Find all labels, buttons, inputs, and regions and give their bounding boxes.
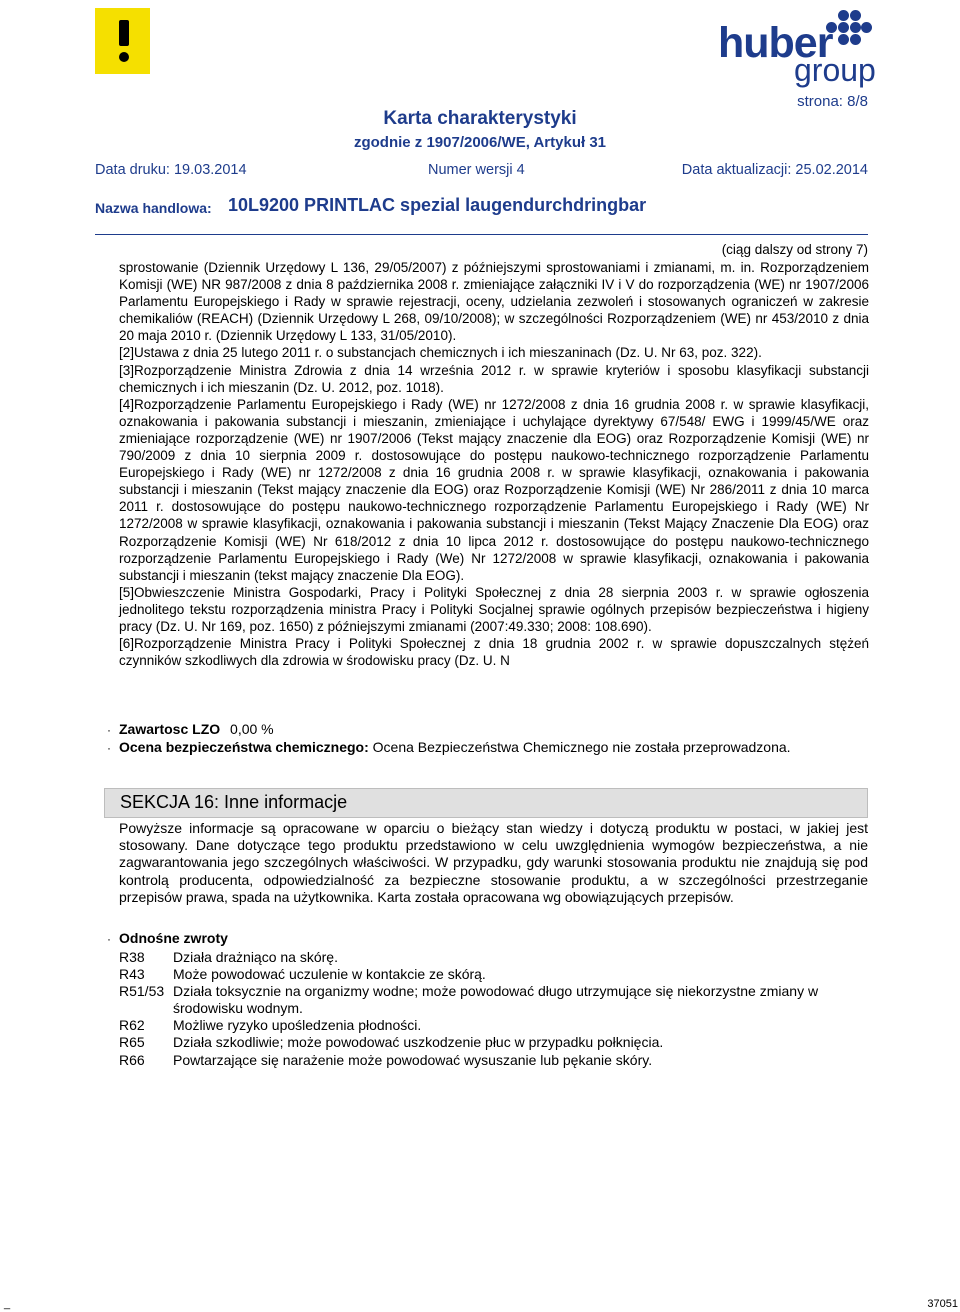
list-item	[119, 983, 868, 1017]
risk-phrases-title: Odnośne zwroty	[119, 930, 228, 946]
lzo-row	[119, 721, 274, 737]
assessment-row	[119, 739, 791, 755]
warning-icon	[95, 8, 150, 74]
section-16-title: SEKCJA 16: Inne informacje	[120, 792, 348, 812]
trade-name-value: 10L9200 PRINTLAC spezial laugendurchdringbar	[228, 195, 647, 215]
reference-item: [4]Rozporządzenie Parlamentu Europejskiego i Rady (WE) nr 1272/2008 z dnia 16 grudnia 2008 r. w sprawie klasyfikacji, oznakowania i pakowania substancji i mieszanin, zmieniające i uchylające dyrektywy 67/548/ EWG i 1999/45/WE oraz zmieniające rozporządzenie (WE) nr 1907/2006 (Tekst mający znaczenie dla EOG) oraz Rozporządzenie Komisji (WE) nr 790/2009 z dnia 10 sierpnia 2009 r. dostosowujące do postępu naukowo-technicznego rozporządzenie Parlamentu Europejskiego i Rady (WE) nr 1272/2008 z dnia 16 grudnia 2008 r. w sprawie klasyfikacji, oznakowania i pakowania substancji i mieszanin (Tekst mający znaczenie dla EOG) oraz Rozporządzenie Komisji (WE) Nr 286/2011 z dnia 10 marca 2011 r. dostosowujące do postępu naukowo-technicznego rozporządzenie Parlamentu Europejskiego i Rady (WE) Nr 1272/2008 w sprawie klasyfikacji, oznakowania i pakowania substancji i mieszanin (Tekst Mający Znaczenie Dla EOG) oraz Rozporządzenie Komisji (WE) Nr 618/2012 z dnia 10 lipca 2012 r. dostosowujące do postępu naukowo-technicznego rozporządzenie Parlamentu Europejskiego i Rady (We) Nr 1272/2008 w sprawie klasyfikacji, oznakowania i pakowania substancji i mieszanin (tekst mający znaczenie Dla EOG).	[119, 396, 869, 583]
document-subtitle: zgodnie z 1907/2006/WE, Artykuł 31	[353, 134, 607, 151]
reference-item: sprostowanie (Dziennik Urzędowy L 136, 29/05/2007) z późniejszymi sprostowaniami i zmianami, m. in. Rozporządzeniem Komisji (WE) NR 987/2008 z dnia 8 października 2008 r. zmieniające załączniki IV i V do rozporządzenia (WE) nr 1907/2006 Parlamentu Europejskiego i Rady w sprawie rejestracji, oceny, udzielania zezwoleń i stosowanych ograniczeń w zakresie chemikaliów (REACH) (Dziennik Urzędowy L 268, 09/10/2008); w szczególności Rozporządzeniem (WE) nr 453/2010 z dnia 20 maja 2010 r. (Dziennik Urzędowy L 133, 31/05/2010).	[119, 260, 869, 344]
list-item	[119, 1017, 868, 1034]
risk-text: Może powodować uczulenie w kontakcie ze skórą.	[173, 966, 486, 983]
bullet-risk-phrases: ·	[107, 932, 111, 946]
reference-item: [2]Ustawa z dnia 25 lutego 2011 r. o substancjach chemicznych i ich mieszaninach (Dz. U. Nr 63, poz. 322).	[119, 345, 762, 361]
print-date: Data druku: 19.03.2014	[95, 162, 247, 178]
page-number: strona: 8/8	[797, 93, 868, 110]
document-number: 37051	[927, 1298, 958, 1310]
continuation-note: (ciąg dalszy od strony 7)	[721, 242, 868, 257]
risk-code: R62	[119, 1017, 145, 1034]
risk-code: R66	[119, 1051, 145, 1068]
section-16-body: Powyższe informacje są opracowane w oparciu o bieżący stan wiedzy i dotyczą produktu w postaci, w jakiej jest stosowany. Dane dotyczące tego produktu przedstawiono w celu uwzględnienia wymogów bezpieczeństwa, a nie zagwarantowania jego szczególnych właściwości. W przypadku, gdy warunki stosowania produktu nie znajdują się pod kontrolą producenta, odpowiedzialność za bezpieczne stosowanie produktu, a w szczególności przestrzeganie przepisów prawa, spada na użytkownika. Karta została opracowana wg obowiązujących przepisów.	[119, 820, 868, 905]
warning-icon-bar	[119, 20, 129, 46]
header-divider	[95, 234, 868, 235]
lzo-value: 0,00 %	[230, 721, 274, 737]
risk-code: R51/53	[119, 983, 165, 1000]
risk-code: R65	[119, 1034, 145, 1051]
logo-dots-icon	[826, 10, 872, 56]
risk-text: Działa drażniąco na skórę.	[173, 949, 338, 965]
footer-mark: _	[4, 1298, 11, 1310]
logo-huber-text: huber	[718, 19, 833, 67]
risk-phrases-list	[119, 949, 868, 1069]
reference-item: [3]Rozporządzenie Ministra Zdrowia z dnia 14 września 2012 r. w sprawie kryteriów i sposobu klasyfikacji substancji chemicznych i ich mieszanin (Dz. U. 2012, poz. 1018).	[119, 362, 869, 395]
huber-group-logo	[718, 8, 876, 88]
list-item	[119, 966, 868, 983]
lzo-label: Zawartosc LZO	[119, 721, 221, 737]
warning-icon-dot	[119, 52, 129, 62]
risk-code: R38	[119, 949, 145, 965]
bullet-lzo: ·	[107, 723, 111, 737]
list-item	[119, 1034, 868, 1051]
references-block	[119, 259, 869, 669]
risk-text: Działa toksycznie na organizmy wodne; może powodować długo utrzymujące się niekorzystne zmiany w środowisku wodnym.	[173, 983, 819, 1017]
update-date: Data aktualizacji: 25.02.2014	[681, 162, 868, 178]
section-16-header	[104, 788, 868, 818]
assessment-label: Ocena bezpieczeństwa chemicznego:	[119, 739, 369, 755]
risk-text: Działa szkodliwie; może powodować uszkodzenie płuc w przypadku połknięcia.	[173, 1034, 664, 1051]
list-item	[119, 949, 868, 966]
risk-text: Powtarzające się narażenie może powodować wysuszanie lub pękanie skóry.	[173, 1051, 653, 1068]
document-title: Karta charakterystyki	[383, 108, 577, 129]
logo-group-text: group	[794, 52, 876, 88]
assessment-value: Ocena Bezpieczeństwa Chemicznego nie została przeprowadzona.	[372, 739, 791, 755]
list-item	[119, 1052, 868, 1069]
reference-item: [5]Obwieszczenie Ministra Gospodarki, Pracy i Polityki Społecznej z dnia 28 sierpnia 2003 r. w sprawie ogłoszenia jednolitego tekstu rozporządzenia ministra Pracy i Polityki Socjalnej sprawie ogólnych przepisów bezpieczeństwa i higieny pracy (Dz. U. Nr 169, poz. 1650) z późniejszymi zmianami (2007:49.330; 2008: 108.690).	[119, 584, 869, 634]
bullet-assessment: ·	[107, 741, 111, 755]
risk-text: Możliwe ryzyko upośledzenia płodności.	[173, 1017, 422, 1034]
reference-item: [6]Rozporządzenie Ministra Pracy i Polityki Społecznej z dnia 18 grudnia 2002 r. w sprawie dopuszczalnych stężeń czynników szkodliwych dla zdrowia w środowisku pracy (Dz. U. N	[119, 636, 869, 669]
trade-name-label: Nazwa handlowa:	[95, 200, 212, 216]
risk-code: R43	[119, 966, 145, 983]
version-number: Numer wersji 4	[428, 162, 525, 178]
